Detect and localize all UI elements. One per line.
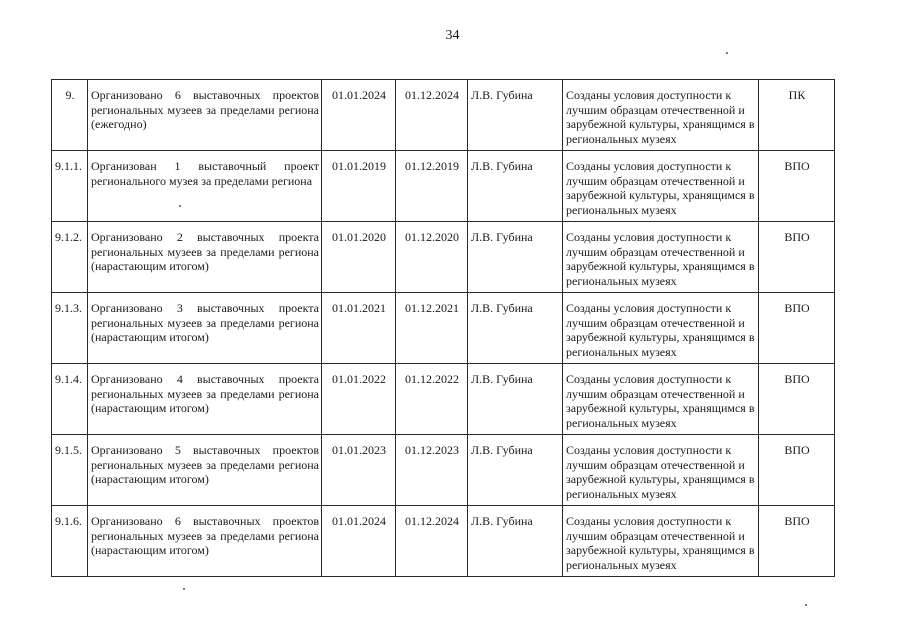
row-responsible: Л.В. Губина — [468, 364, 563, 435]
row-type: ВПО — [759, 222, 835, 293]
row-type: ВПО — [759, 506, 835, 577]
row-end-date: 01.12.2024 — [396, 506, 468, 577]
row-number: 9.1.4. — [52, 364, 88, 435]
row-result: Созданы условия доступности к лучшим образцам отечественной и зарубежной культуры, хранящимся в региональных музеях — [563, 222, 759, 293]
row-responsible: Л.В. Губина — [468, 222, 563, 293]
table-row — [52, 151, 835, 222]
row-result: Созданы условия доступности к лучшим образцам отечественной и зарубежной культуры, хранящимся в региональных музеях — [563, 435, 759, 506]
row-end-date: 01.12.2021 — [396, 293, 468, 364]
row-responsible: Л.В. Губина — [468, 80, 563, 151]
row-result: Созданы условия доступности к лучшим образцам отечественной и зарубежной культуры, хранящимся в региональных музеях — [563, 364, 759, 435]
row-type: ВПО — [759, 435, 835, 506]
scan-speck — [179, 205, 181, 207]
row-number: 9.1.3. — [52, 293, 88, 364]
table-row — [52, 435, 835, 506]
row-number: 9. — [52, 80, 88, 151]
table-row — [52, 293, 835, 364]
scan-speck — [183, 588, 185, 590]
row-responsible: Л.В. Губина — [468, 293, 563, 364]
row-start-date: 01.01.2021 — [322, 293, 396, 364]
row-description: Организовано 6 выставочных проектов региональных музеев за пределами региона (нарастающим итогом) — [88, 506, 322, 577]
table-row — [52, 222, 835, 293]
row-result: Созданы условия доступности к лучшим образцам отечественной и зарубежной культуры, хранящимся в региональных музеях — [563, 80, 759, 151]
row-description: Организовано 6 выставочных проектов региональных музеев за пределами региона (ежегодно) — [88, 80, 322, 151]
row-start-date: 01.01.2019 — [322, 151, 396, 222]
row-start-date: 01.01.2022 — [322, 364, 396, 435]
row-end-date: 01.12.2024 — [396, 80, 468, 151]
page-number: 34 — [445, 28, 460, 43]
row-description: Организован 1 выставочный проект регионального музея за пределами региона — [88, 151, 322, 222]
row-end-date: 01.12.2020 — [396, 222, 468, 293]
table-row — [52, 80, 835, 151]
row-description: Организовано 3 выставочных проекта региональных музеев за пределами региона (нарастающим итогом) — [88, 293, 322, 364]
table-row — [52, 506, 835, 577]
row-responsible: Л.В. Губина — [468, 506, 563, 577]
row-end-date: 01.12.2023 — [396, 435, 468, 506]
row-number: 9.1.1. — [52, 151, 88, 222]
row-description: Организовано 2 выставочных проекта региональных музеев за пределами региона (нарастающим итогом) — [88, 222, 322, 293]
scan-speck — [805, 604, 807, 606]
row-responsible: Л.В. Губина — [468, 435, 563, 506]
row-number: 9.1.5. — [52, 435, 88, 506]
scan-speck — [726, 52, 728, 54]
table-row — [52, 364, 835, 435]
plan-table — [51, 79, 835, 577]
row-number: 9.1.2. — [52, 222, 88, 293]
row-result: Созданы условия доступности к лучшим образцам отечественной и зарубежной культуры, хранящимся в региональных музеях — [563, 293, 759, 364]
row-number: 9.1.6. — [52, 506, 88, 577]
row-start-date: 01.01.2023 — [322, 435, 396, 506]
row-result: Созданы условия доступности к лучшим образцам отечественной и зарубежной культуры, хранящимся в региональных музеях — [563, 151, 759, 222]
row-start-date: 01.01.2024 — [322, 506, 396, 577]
row-start-date: 01.01.2020 — [322, 222, 396, 293]
row-end-date: 01.12.2022 — [396, 364, 468, 435]
row-end-date: 01.12.2019 — [396, 151, 468, 222]
row-description: Организовано 5 выставочных проектов региональных музеев за пределами региона (нарастающим итогом) — [88, 435, 322, 506]
row-type: ВПО — [759, 293, 835, 364]
row-result: Созданы условия доступности к лучшим образцам отечественной и зарубежной культуры, хранящимся в региональных музеях — [563, 506, 759, 577]
row-responsible: Л.В. Губина — [468, 151, 563, 222]
row-start-date: 01.01.2024 — [322, 80, 396, 151]
row-type: ВПО — [759, 364, 835, 435]
row-type: ПК — [759, 80, 835, 151]
row-type: ВПО — [759, 151, 835, 222]
row-description: Организовано 4 выставочных проекта региональных музеев за пределами региона (нарастающим итогом) — [88, 364, 322, 435]
